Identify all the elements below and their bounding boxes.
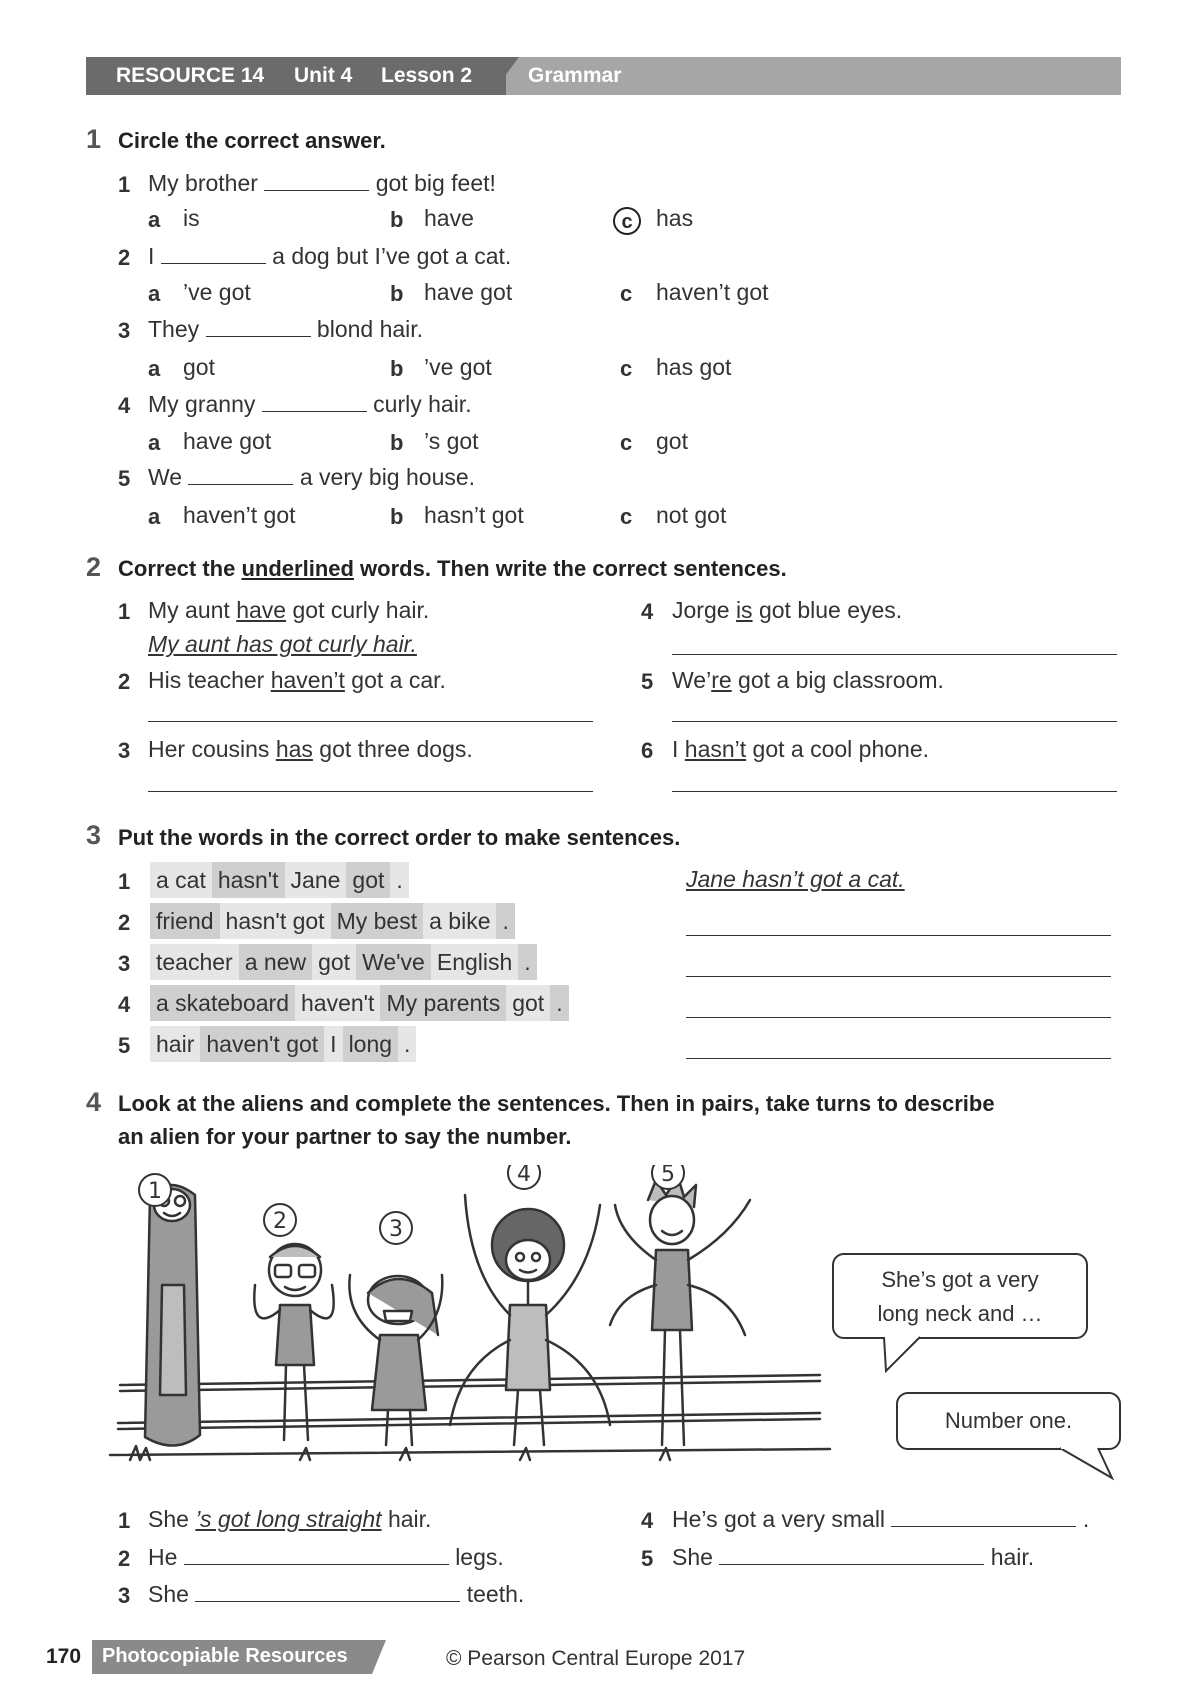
word-chip[interactable]: got	[346, 862, 390, 898]
ex2-item-number: 6	[641, 738, 654, 763]
ex2-item-number: 5	[641, 669, 654, 694]
ex1-item-number: 3	[118, 318, 131, 343]
ex4-item-number: 1	[118, 1508, 131, 1533]
ex2-item-sentence	[148, 736, 473, 763]
sentence-after: a very big house.	[299, 464, 476, 490]
ex4-item-sentence	[148, 1544, 504, 1571]
gap-blank[interactable]	[161, 243, 266, 264]
aliens-illustration	[100, 1165, 840, 1465]
option-letter-a: a	[148, 504, 161, 529]
ex3-item-number: 5	[118, 1033, 131, 1058]
ex2-item-sentence	[148, 597, 429, 624]
word-chips	[150, 903, 515, 939]
sentence-before: They	[148, 316, 200, 342]
word-chip[interactable]: We've	[356, 944, 431, 980]
word-chip[interactable]: .	[390, 862, 408, 898]
speech-bubble-2: Number one.	[896, 1392, 1121, 1450]
ex2-item-number: 1	[118, 599, 131, 624]
option-letter-c: c	[620, 504, 633, 529]
word-chip[interactable]: haven't	[295, 985, 380, 1021]
sentence-part: She	[148, 1581, 189, 1607]
underlined-word: has	[275, 736, 313, 762]
sentence-part: My aunt	[148, 597, 237, 623]
option-a[interactable]: is	[183, 205, 200, 231]
sentence-part: legs.	[455, 1544, 504, 1570]
answer-line[interactable]	[672, 654, 1117, 655]
option-a[interactable]: haven’t got	[183, 502, 296, 528]
gap-blank[interactable]	[891, 1506, 1076, 1527]
option-c[interactable]: got	[656, 428, 688, 454]
answer-line[interactable]	[686, 1058, 1111, 1059]
alien-number-5: 5	[661, 1165, 675, 1187]
ex1-number: 1	[86, 124, 102, 154]
underlined-word: re	[711, 667, 732, 693]
sentence-part: His teacher	[148, 667, 271, 693]
sentence-before: I	[148, 243, 155, 269]
alien-2-icon	[254, 1244, 333, 1440]
option-b[interactable]: ’s got	[424, 428, 479, 454]
sentence-after: got big feet!	[375, 170, 496, 196]
word-chip[interactable]: a cat	[150, 862, 212, 898]
ex2-item-sentence	[672, 736, 929, 763]
word-chip[interactable]: My parents	[380, 985, 506, 1021]
ex2-item-number: 2	[118, 669, 131, 694]
ex1-item-sentence	[148, 316, 423, 343]
option-letter-a: a	[148, 356, 161, 381]
sentence-part: got curly hair.	[286, 597, 430, 623]
ex4-item-sentence	[672, 1544, 1034, 1571]
ex4-title-line-2: an alien for your partner to say the number.	[118, 1124, 572, 1149]
sentence-part: hair.	[990, 1544, 1035, 1570]
option-letter-a: a	[148, 430, 161, 455]
word-chip[interactable]: a bike	[423, 903, 496, 939]
answer-line[interactable]	[672, 791, 1117, 792]
word-chips	[150, 862, 409, 898]
circled-option-letter-c[interactable]: c	[613, 207, 641, 235]
ex4-number: 4	[86, 1087, 102, 1117]
option-b[interactable]: have got	[424, 279, 513, 305]
gap-blank[interactable]	[262, 391, 367, 412]
option-c[interactable]: has got	[656, 354, 732, 380]
bubble-1-tail	[880, 1335, 930, 1375]
sentence-part: got a big classroom.	[731, 667, 944, 693]
sentence-part: I	[672, 736, 685, 762]
ex2-number: 2	[86, 552, 102, 582]
word-chip[interactable]: friend	[150, 903, 220, 939]
sentence-part: got blue eyes.	[752, 597, 903, 623]
word-chip[interactable]: got	[506, 985, 550, 1021]
bubble-2-tail	[1058, 1446, 1118, 1482]
title-underlined-word: underlined	[241, 556, 354, 581]
word-chips	[150, 944, 537, 980]
sentence-part: We’	[672, 667, 712, 693]
sentence-part: She	[672, 1544, 713, 1570]
ex3-item-number: 4	[118, 992, 131, 1017]
option-a[interactable]: have got	[183, 428, 272, 454]
speech-bubble-1	[832, 1253, 1088, 1339]
resource-label: RESOURCE 14	[116, 64, 265, 87]
ex4-example-answer: ’s got long straight	[195, 1506, 382, 1532]
ex1-item-number: 1	[118, 172, 131, 197]
alien-number-3: 3	[389, 1217, 403, 1242]
word-chip[interactable]: .	[518, 944, 536, 980]
sentence-part: Her cousins	[148, 736, 276, 762]
answer-line[interactable]	[672, 721, 1117, 722]
sentence-part: She	[148, 1506, 196, 1532]
underlined-word: is	[735, 597, 753, 623]
word-chip[interactable]: a skateboard	[150, 985, 295, 1021]
option-letter-b: b	[390, 356, 404, 381]
ex3-example-answer: Jane hasn’t got a cat.	[686, 866, 905, 892]
word-chip[interactable]: My best	[331, 903, 424, 939]
ex4-item-sentence	[148, 1581, 524, 1608]
underlined-word: haven’t	[270, 667, 345, 693]
sentence-before: My granny	[148, 391, 256, 417]
alien-number-1: 1	[148, 1179, 162, 1204]
ex2-example-answer: My aunt has got curly hair.	[148, 631, 417, 657]
option-letter-c: c	[620, 281, 633, 306]
alien-5-icon	[610, 1177, 750, 1445]
footer-tab-wedge	[372, 1640, 386, 1674]
ex4-item-sentence	[672, 1506, 1089, 1533]
gap-blank[interactable]	[188, 464, 293, 485]
sentence-after: curly hair.	[373, 391, 472, 417]
title-part: Correct the	[118, 556, 242, 581]
option-c[interactable]: has	[656, 205, 694, 231]
option-b[interactable]: have	[424, 205, 474, 231]
ex4-item-number: 3	[118, 1583, 131, 1608]
word-chip[interactable]: Jane	[285, 862, 347, 898]
alien-number-4: 4	[517, 1165, 531, 1187]
unit-label: Unit 4	[294, 64, 353, 87]
sentence-part: teeth.	[466, 1581, 525, 1607]
gap-blank[interactable]	[184, 1544, 449, 1565]
ex2-item-number: 3	[118, 738, 131, 763]
ex1-item-sentence	[148, 243, 511, 270]
alien-4-icon	[450, 1195, 610, 1445]
alien-1-icon	[145, 1185, 200, 1446]
ex2-item-sentence	[672, 597, 902, 624]
header-wedge	[491, 57, 519, 95]
word-chip[interactable]: hasn't	[212, 862, 285, 898]
sentence-part: hair.	[381, 1506, 432, 1532]
ex1-title: Circle the correct answer.	[118, 128, 386, 153]
bubble-1-line-2: long neck and …	[877, 1301, 1043, 1326]
sentence-part: He’s got a very small	[672, 1506, 886, 1532]
sentence-part: Jorge	[672, 597, 736, 623]
answer-line[interactable]	[148, 791, 593, 792]
option-letter-b: b	[390, 281, 404, 306]
option-a[interactable]: got	[183, 354, 215, 380]
option-c[interactable]: not got	[656, 502, 727, 528]
sentence-before: My brother	[148, 170, 258, 196]
word-chip[interactable]: hair	[150, 1026, 200, 1062]
word-chip[interactable]: teacher	[150, 944, 239, 980]
sentence-part: He	[148, 1544, 178, 1570]
sentence-after: a dog but I’ve got a cat.	[272, 243, 512, 269]
option-letter-b: b	[390, 504, 404, 529]
word-chip[interactable]: .	[496, 903, 514, 939]
footer-tab-label: Photocopiable Resources	[102, 1645, 348, 1667]
ex1-item-number: 5	[118, 466, 131, 491]
gap-blank[interactable]	[264, 170, 369, 191]
ex1-item-sentence	[148, 464, 475, 491]
word-chip[interactable]: long	[343, 1026, 398, 1062]
bubble-1-line-1: She’s got a very	[881, 1267, 1039, 1292]
word-chip[interactable]: hasn't got	[220, 903, 331, 939]
option-letter-a: a	[148, 207, 161, 232]
underlined-word: have	[236, 597, 287, 623]
lesson-label: Lesson 2	[381, 64, 473, 87]
alien-number-2: 2	[273, 1209, 287, 1234]
word-chip[interactable]: English	[431, 944, 518, 980]
gap-blank[interactable]	[206, 316, 311, 337]
answer-line[interactable]	[148, 721, 593, 722]
gap-blank[interactable]	[719, 1544, 984, 1565]
answer-line[interactable]	[686, 976, 1111, 977]
ex4-item-number: 5	[641, 1546, 654, 1571]
word-chips	[150, 985, 569, 1021]
option-b[interactable]: hasn’t got	[424, 502, 524, 528]
option-b[interactable]: ’ve got	[424, 354, 492, 380]
ex2-item-sentence	[672, 667, 944, 694]
page-number: 170	[46, 1645, 82, 1668]
ex1-item-sentence	[148, 170, 496, 197]
option-a[interactable]: ’ve got	[183, 279, 251, 305]
answer-line[interactable]	[686, 935, 1111, 936]
word-chip[interactable]: .	[398, 1026, 416, 1062]
ex4-item-number: 2	[118, 1546, 131, 1571]
sentence-part: got a car.	[344, 667, 446, 693]
sentence-after: blond hair.	[316, 316, 424, 342]
word-chips	[150, 1026, 416, 1062]
option-letter-c: c	[620, 430, 633, 455]
word-chip[interactable]: got	[312, 944, 356, 980]
ex3-title: Put the words in the correct order to make sentences.	[118, 825, 681, 850]
ex4-item-sentence	[148, 1506, 431, 1533]
word-chip[interactable]: I	[324, 1026, 342, 1062]
sentence-before: We	[148, 464, 183, 490]
ex1-item-sentence	[148, 391, 472, 418]
answer-line[interactable]	[686, 1017, 1111, 1018]
sentence-part: got three dogs.	[312, 736, 473, 762]
ex4-title-line-1: Look at the aliens and complete the sentences. Then in pairs, take turns to describe	[118, 1091, 995, 1116]
ex3-number: 3	[86, 820, 102, 850]
word-chip[interactable]: .	[550, 985, 568, 1021]
option-letter-c: c	[620, 356, 633, 381]
ex1-item-number: 2	[118, 245, 131, 270]
ex4-item-number: 4	[641, 1508, 654, 1533]
ex1-item-number: 4	[118, 393, 131, 418]
gap-blank[interactable]	[195, 1581, 460, 1602]
option-c[interactable]: haven’t got	[656, 279, 769, 305]
sentence-part: got a cool phone.	[746, 736, 930, 762]
ex2-item-sentence	[148, 667, 446, 694]
word-chip[interactable]: a new	[239, 944, 312, 980]
option-letter-b: b	[390, 207, 404, 232]
ex3-item-number: 2	[118, 910, 131, 935]
underlined-word: hasn’t	[684, 736, 747, 762]
fence-icon	[110, 1375, 830, 1455]
ex3-item-number: 3	[118, 951, 131, 976]
sentence-part: .	[1082, 1506, 1090, 1532]
option-letter-b: b	[390, 430, 404, 455]
title-part: words. Then write the correct sentences.	[353, 556, 787, 581]
header-bar	[86, 57, 1121, 95]
copyright: © Pearson Central Europe 2017	[446, 1647, 746, 1670]
ex2-title	[118, 556, 787, 582]
option-letter-a: a	[148, 281, 161, 306]
ex2-item-number: 4	[641, 599, 654, 624]
word-chip[interactable]: haven't got	[200, 1026, 324, 1062]
section-label: Grammar	[528, 64, 622, 87]
ex3-item-number: 1	[118, 869, 131, 894]
